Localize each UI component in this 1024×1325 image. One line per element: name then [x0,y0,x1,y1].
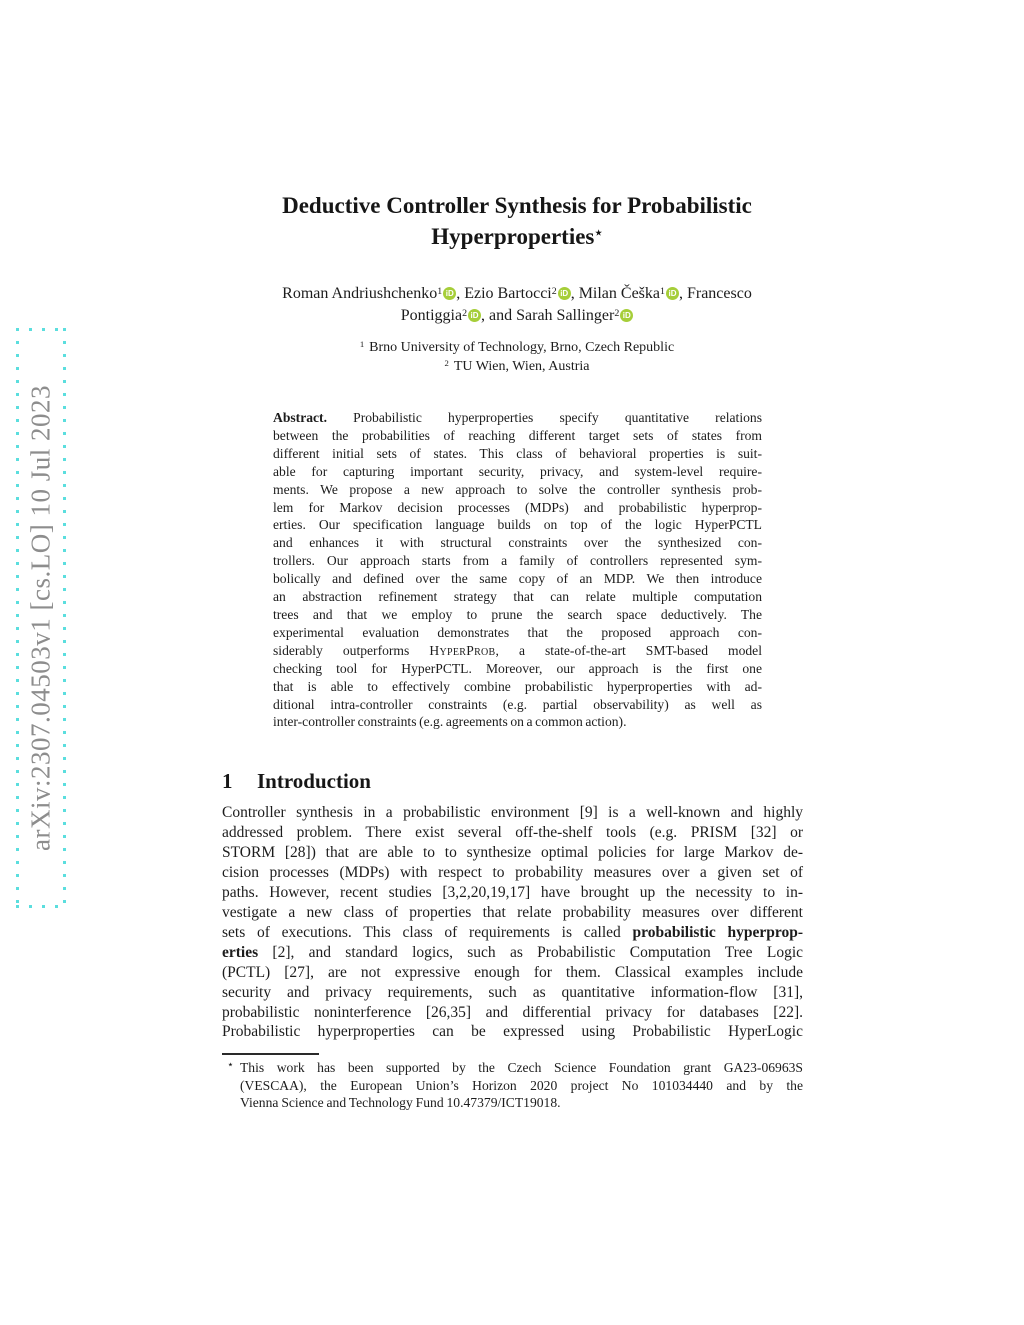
abstract-line: and enhances it with structural constraints over the synthesized con- [273,535,762,551]
affiliation-sup: 1 [359,339,365,350]
intro-paragraph [222,803,803,1042]
bold-term: probabilistic hyperprop- [632,923,803,941]
footnote-line: ⋆ This work has been supported by the Czech Science Foundation grant GA23-06963S [227,1059,803,1075]
affiliation-line [222,358,812,377]
affiliation-line [222,339,812,358]
author-affil-sup: 1 [437,285,443,297]
abstract-line: inter-controller constraints (e.g. agreements on a common action). [273,714,627,730]
orcid-icon[interactable]: iD [468,309,481,322]
author-affil-sup: 2 [614,307,620,319]
authors-block [192,284,842,328]
authors-line-1 [192,284,842,306]
footnote-block [222,1059,803,1112]
author-name: Pontiggia [400,307,463,324]
abstract-line: checking tool for HyperPCTL. Moreover, our approach is the first one [273,660,762,676]
abstract-block [273,409,762,731]
body-line: Controller synthesis in a probabilistic environment [9] is a well-known and highly [222,804,803,821]
body-line: sets of executions. This class of requirements is called probabilistic hyperprop- [222,923,803,941]
author-affil-sup: 2 [551,285,557,297]
abstract-line: lem for Markov decision processes (MDPs) and probabilistic hyperprop- [273,499,762,515]
body-line: security and privacy requirements, such as quantitative information-flow [31], [222,983,803,1001]
arxiv-watermark [16,328,66,908]
author-name: , Milan Češka [570,285,661,302]
affiliation-text: TU Wien, Wien, Austria [453,358,590,374]
section-number: 1 [222,769,233,793]
abstract-line: ments. We propose a new approach to solve the controller synthesis prob- [273,481,762,497]
author-affil-sup: 2 [462,307,468,319]
abstract-line: that is able to effectively combine probabilistic hyperproperties with ad- [273,678,762,694]
abstract-line: ditional intra-controller constraints (e.g. partial observability) as well as [273,696,762,712]
orcid-icon[interactable]: iD [558,287,571,300]
affiliations-block [222,339,812,376]
abstract-line: an abstraction refinement strategy that can relate multiple computation [273,589,762,605]
title-line-2: Hyperproperties⋆ [431,224,603,249]
footnote-rule [222,1053,319,1055]
affiliation-sup: 2 [444,357,449,368]
abstract-line: siderably outperforms HyperProb, a state-of-the-art SMT-based model [273,642,762,658]
abstract-line: Abstract. Probabilistic hyperproperties specify quantitative relations [273,410,762,425]
orcid-icon[interactable]: iD [620,309,633,322]
title-line-1: Deductive Controller Synthesis for Probabilistic [282,193,752,218]
body-line: Probabilistic hyperproperties can be expressed using Probabilistic HyperLogic [222,1023,803,1041]
body-line: vestigate a new class of properties that relate probability measures over different [222,903,803,921]
orcid-icon[interactable]: iD [666,287,679,300]
abstract-line: experimental evaluation demonstrates that the proposed approach con- [273,624,762,640]
section-title: Introduction [257,769,371,793]
author-name: Roman Andriushchenko [282,285,438,302]
author-name: , Francesco [678,285,752,302]
body-line: addressed problem. There exist several off-the-shelf tools (e.g. PRISM [32] or [222,823,803,841]
author-name: , Ezio Bartocci [456,285,552,302]
bold-term: erties [222,943,259,961]
abstract-line: able for capturing important security, privacy, and system-level require- [273,463,762,479]
abstract-line: different initial sets of states. This class of behavioral properties is suit- [273,445,762,461]
abstract-line: erties. Our specification language builds on top of the logic HyperPCTL [273,517,762,533]
section-heading [222,769,803,794]
orcid-icon[interactable]: iD [443,287,456,300]
authors-line-2 [192,306,842,328]
abstract-line: bolically and defined over the same copy of an MDP. We then introduce [273,571,762,587]
abstract-line: trees and that we employ to prune the search space deductively. The [273,606,762,622]
footnote-marker: ⋆ [227,1059,234,1071]
tool-name-hyperprob: HyperProb [429,642,496,658]
arxiv-watermark-label: arXiv:2307.04503v1 [cs.LO] 10 Jul 2023 [25,385,56,851]
body-line: cision processes (MDPs) with respect to probability measures over a given set of [222,863,803,881]
author-affil-sup: 1 [660,285,665,297]
body-line: (PCTL) [27], are not expressive enough for them. Classical examples include [222,963,803,981]
title-footnote-mark: ⋆ [594,224,603,240]
abstract-heading: Abstract. [273,410,327,425]
abstract-line: trollers. Our approach starts from a family of controllers represented sym- [273,553,762,569]
footnote-line: (VESCAA), the European Union’s Horizon 2020 project No 101034440 and by the [240,1077,803,1093]
paper-title [222,190,812,255]
body-line: probabilistic noninterference [26,35] and differential privacy for databases [22]. [222,1003,803,1021]
author-name: , and Sarah Sallinger [481,307,615,324]
abstract-line: between the probabilities of reaching different target sets of states from [273,427,762,443]
footnote-line: Vienna Science and Technology Fund 10.47379/ICT19018. [240,1095,561,1111]
body-line: STORM [28]) that are able to to synthesize optimal policies for large Markov de- [222,843,803,861]
body-line: erties [2], and standard logics, such as Probabilistic Computation Tree Logic [222,943,803,961]
body-line: paths. However, recent studies [3,2,20,19,17] have brought up the necessity to in- [222,883,803,901]
affiliation-text: Brno University of Technology, Brno, Czech Republic [369,340,675,355]
